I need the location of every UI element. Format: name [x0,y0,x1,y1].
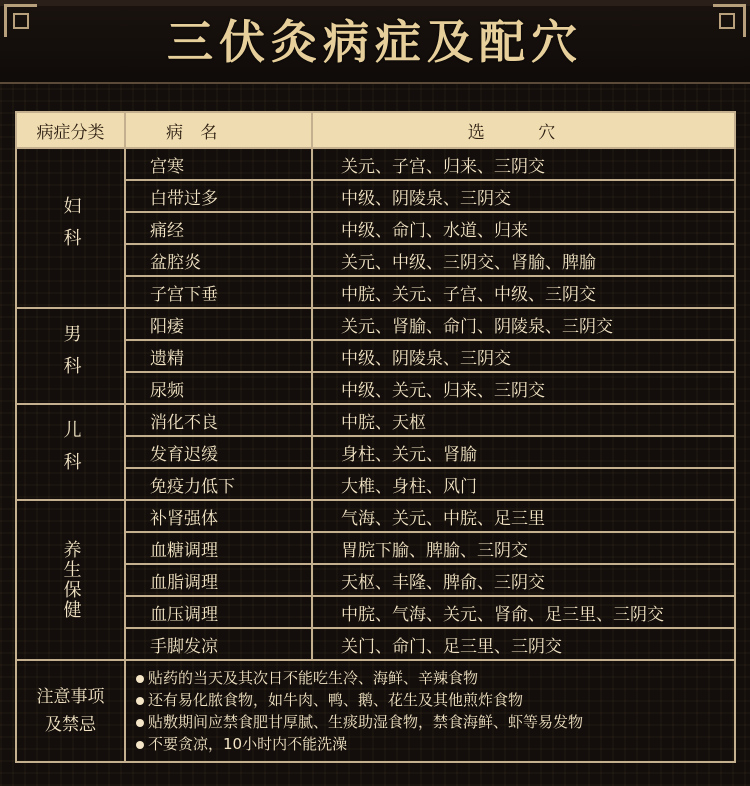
points-cell: 天枢、丰隆、脾俞、三阴交 [312,564,735,596]
disease-cell: 血糖调理 [125,532,312,564]
points-cell: 气海、关元、中脘、足三里 [312,500,735,532]
bullet-icon [136,719,144,727]
category-cell [16,308,125,404]
disease-cell: 遗精 [125,340,312,372]
points-cell: 中脘、天枢 [312,404,735,436]
note-item [136,689,734,711]
note-text: 不要贪凉，10小时内不能洗澡 [148,735,348,753]
disease-cell: 血压调理 [125,596,312,628]
bullet-icon [136,675,144,683]
header-category: 病症分类 [16,112,125,148]
acupoint-table [15,111,736,763]
points-cell: 中级、阴陵泉、三阴交 [312,180,735,212]
notes-label-line2: 及禁忌 [45,715,96,735]
note-text: 贴敷期间应禁食肥甘厚腻、生痰助湿食物，禁食海鲜、虾等易发物 [148,713,584,731]
points-cell: 胃脘下腧、脾腧、三阴交 [312,532,735,564]
header-banner [0,0,750,84]
disease-cell: 消化不良 [125,404,312,436]
category-label: 妇科 [60,196,82,260]
disease-cell: 盆腔炎 [125,244,312,276]
points-cell: 关元、肾腧、命门、阴陵泉、三阴交 [312,308,735,340]
page-title: 三伏灸病症及配穴 [167,15,583,69]
table-row [16,404,735,436]
category-cell [16,148,125,308]
disease-cell: 补肾强体 [125,500,312,532]
disease-cell: 痛经 [125,212,312,244]
points-cell: 中脘、气海、关元、肾俞、足三里、三阴交 [312,596,735,628]
disease-cell: 免疫力低下 [125,468,312,500]
points-cell: 关元、中级、三阴交、肾腧、脾腧 [312,244,735,276]
table-row [16,308,735,340]
disease-cell: 血脂调理 [125,564,312,596]
category-label: 儿科 [60,420,82,484]
disease-cell: 子宫下垂 [125,276,312,308]
bullet-icon [136,741,144,749]
disease-cell: 阳痿 [125,308,312,340]
category-label: 养生保健 [60,540,82,620]
header-disease: 病 名 [125,112,312,148]
notes-label-line1: 注意事项 [36,687,105,707]
points-cell: 中级、命门、水道、归来 [312,212,735,244]
table-row [16,500,735,532]
disease-cell: 宫寒 [125,148,312,180]
notes-row [16,660,735,762]
note-text: 贴药的当天及其次日不能吃生冷、海鲜、辛辣食物 [148,669,479,687]
disease-cell: 发育迟缓 [125,436,312,468]
disease-cell: 手脚发凉 [125,628,312,660]
points-cell: 身柱、关元、肾腧 [312,436,735,468]
category-cell [16,500,125,660]
points-cell: 关元、子宫、归来、三阴交 [312,148,735,180]
points-cell: 关门、命门、足三里、三阴交 [312,628,735,660]
category-cell [16,404,125,500]
points-cell: 中脘、关元、子宫、中级、三阴交 [312,276,735,308]
note-text: 还有易化脓食物，如牛肉、鸭、鹅、花生及其他煎炸食物 [148,691,524,709]
note-item [136,667,734,689]
note-item [136,711,734,733]
points-cell: 中级、关元、归来、三阴交 [312,372,735,404]
disease-cell: 尿频 [125,372,312,404]
notes-cell [125,660,735,762]
disease-cell: 白带过多 [125,180,312,212]
header-bottom-border [0,82,750,84]
points-cell: 中级、阴陵泉、三阴交 [312,340,735,372]
header-points: 选 穴 [312,112,735,148]
table-row [16,148,735,180]
category-label: 男科 [60,324,82,388]
bullet-icon [136,697,144,705]
note-item [136,733,734,755]
table-header-row [16,112,735,148]
points-cell: 大椎、身柱、风门 [312,468,735,500]
notes-label-cell [16,660,125,762]
header-top-border [0,0,750,6]
